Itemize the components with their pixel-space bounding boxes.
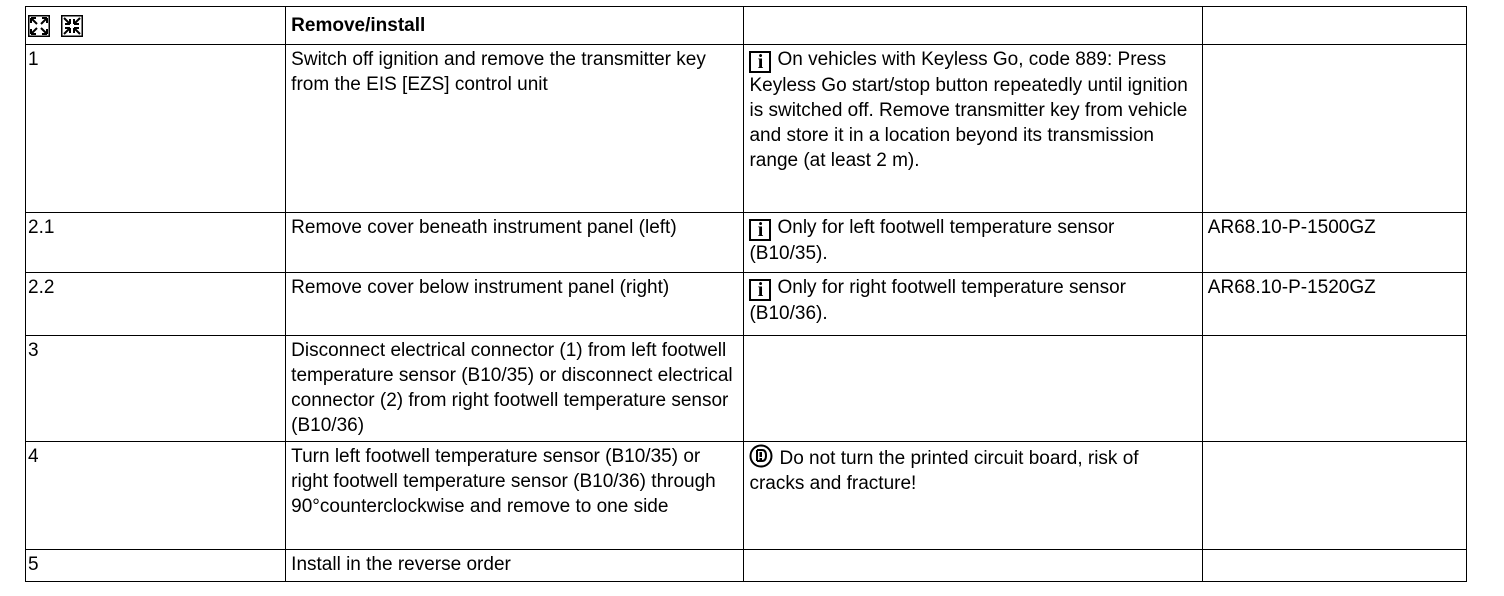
step-action: Switch off ignition and remove the transmitter key from the EIS [EZS] control unit: [286, 45, 744, 213]
step-number: 3: [26, 336, 286, 442]
step-action: Turn left footwell temperature sensor (B10/35) or right footwell temperature sensor (B10/36) through 90°counterclockwise and remove to one side: [286, 442, 744, 550]
step-number: 2.1: [26, 213, 286, 273]
step-note: [744, 273, 1202, 336]
step-note: [744, 336, 1202, 442]
procedure-sheet: [25, 6, 1467, 582]
step-note: [744, 213, 1202, 273]
info-icon: i: [749, 51, 771, 73]
step-row: [26, 442, 1467, 550]
header-icons-cell: [26, 7, 286, 45]
step-row: [26, 213, 1467, 273]
step-reference[interactable]: AR68.10-P-1500GZ: [1202, 213, 1466, 273]
step-note: [744, 45, 1202, 213]
step-reference: [1202, 550, 1466, 582]
step-number: 1: [26, 45, 286, 213]
step-number: 2.2: [26, 273, 286, 336]
info-icon: i: [749, 279, 771, 301]
step-row: [26, 45, 1467, 213]
step-note: [744, 550, 1202, 582]
step-row: [26, 336, 1467, 442]
info-icon: i: [749, 219, 771, 241]
step-note-text: Do not turn the printed circuit board, risk of cracks and fracture!: [749, 448, 1139, 494]
step-action: Remove cover below instrument panel (right): [286, 273, 744, 336]
step-reference[interactable]: AR68.10-P-1520GZ: [1202, 273, 1466, 336]
step-number: 4: [26, 442, 286, 550]
step-row: [26, 550, 1467, 582]
step-note-text: Only for left footwell temperature sensor (B10/35).: [749, 217, 1115, 264]
expand-view-icon[interactable]: [28, 15, 50, 37]
remove-install-table: [25, 6, 1467, 582]
step-action: Remove cover beneath instrument panel (left): [286, 213, 744, 273]
collapse-view-icon[interactable]: [61, 15, 83, 37]
step-note-text: Only for right footwell temperature sensor (B10/36).: [749, 277, 1126, 324]
header-col3: [744, 7, 1202, 45]
step-reference[interactable]: [1202, 45, 1466, 213]
step-row: [26, 273, 1467, 336]
step-note: [744, 442, 1202, 550]
header-col4: [1202, 7, 1466, 45]
step-reference: [1202, 336, 1466, 442]
step-reference: [1202, 442, 1466, 550]
caution-icon: [749, 444, 773, 468]
header-title: Remove/install: [286, 7, 744, 45]
step-note-text: On vehicles with Keyless Go, code 889: Press Keyless Go start/stop button repeatedly until ignition is switched off. Remove transmitter key from vehicle and store it in a location beyond its transmission range (at least 2 m).: [749, 49, 1188, 171]
step-number: 5: [26, 550, 286, 582]
table-header-row: [26, 7, 1467, 45]
step-action: Install in the reverse order: [286, 550, 744, 582]
step-action: Disconnect electrical connector (1) from left footwell temperature sensor (B10/35) or disconnect electrical connector (2) from right footwell temperature sensor (B10/36): [286, 336, 744, 442]
